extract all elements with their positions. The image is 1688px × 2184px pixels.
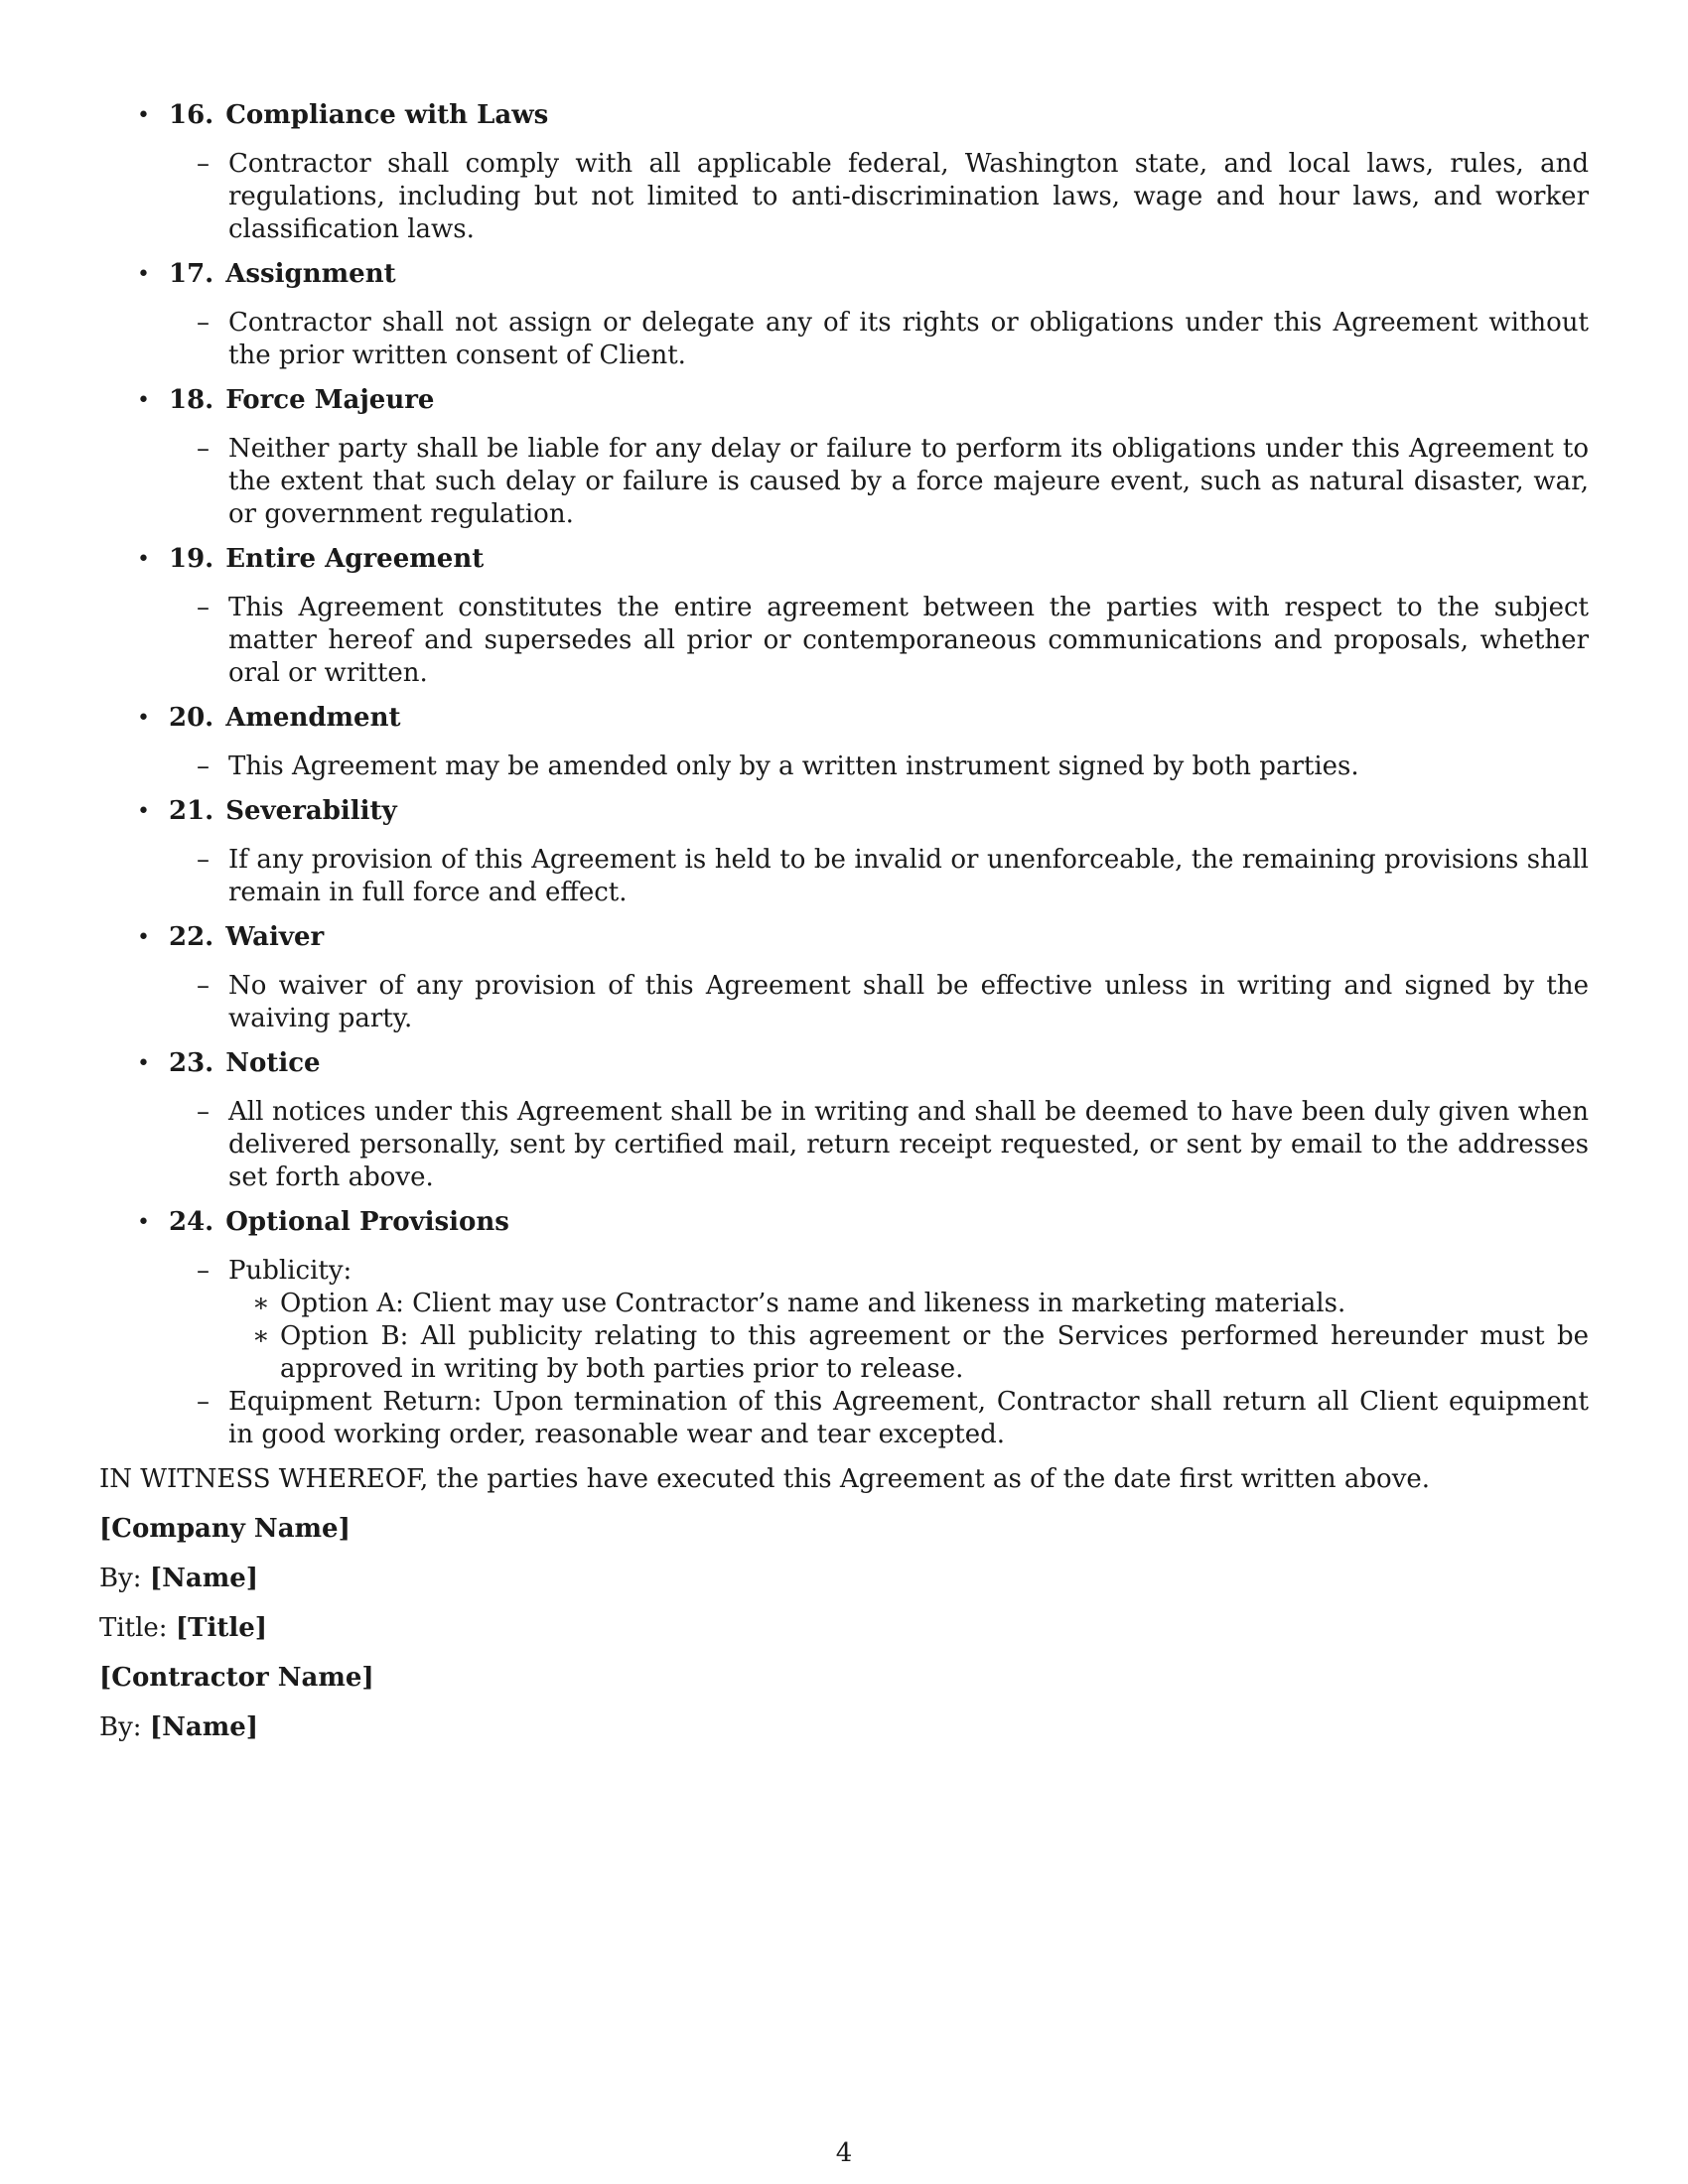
dash-icon: – <box>197 1097 210 1127</box>
bullet-icon: • <box>137 262 150 287</box>
section-items <box>169 1255 1589 1451</box>
section-24 <box>99 1206 1589 1451</box>
section-number: 22. <box>169 922 214 952</box>
section-heading <box>169 258 1589 291</box>
section-16 <box>99 99 1589 246</box>
section-title: Severability <box>225 796 397 826</box>
company-by-line <box>99 1563 1589 1595</box>
section-number: 17. <box>169 259 214 289</box>
bullet-icon: • <box>137 1210 150 1235</box>
section-title: Entire Agreement <box>225 544 485 574</box>
page-number: 4 <box>835 2138 853 2168</box>
section-title: Assignment <box>225 259 396 289</box>
clause-text: This Agreement constitutes the entire agreement between the parties with respect to the subject matter hereof and supersedes all prior or contemporaneous communications and proposals, whether oral or written. <box>228 593 1589 688</box>
contractor-signer: [Name] <box>149 1712 259 1742</box>
section-items <box>169 1096 1589 1194</box>
clause-text: If any provision of this Agreement is held to be invalid or unenforceable, the remaining provisions shall remain in full force and effect. <box>228 845 1589 907</box>
clause-text: No waiver of any provision of this Agreement shall be effective unless in writing and signed by the waiving party. <box>228 971 1589 1033</box>
clause-item <box>169 751 1589 783</box>
dash-icon: – <box>197 434 210 464</box>
publicity-label: Publicity: <box>228 1256 352 1286</box>
section-title: Waiver <box>225 922 325 952</box>
contractor-by-line <box>99 1711 1589 1744</box>
section-number: 21. <box>169 796 214 826</box>
section-title: Compliance with Laws <box>225 100 549 130</box>
section-title: Optional Provisions <box>225 1207 509 1237</box>
section-17 <box>99 258 1589 372</box>
section-22 <box>99 921 1589 1035</box>
clause-text: Neither party shall be liable for any delay or failure to perform its obligations under this Agreement to the extent that such delay or failure is caused by a force majeure event, such as natural disaster, war, or government regulation. <box>228 434 1589 529</box>
section-title: Amendment <box>225 703 401 733</box>
dash-icon: – <box>197 149 210 179</box>
dash-icon: – <box>197 1256 210 1286</box>
company-signer: [Name] <box>149 1564 259 1593</box>
bullet-icon: • <box>137 799 150 824</box>
dash-icon: – <box>197 593 210 622</box>
bullet-icon: • <box>137 388 150 413</box>
company-title: [Title] <box>175 1613 268 1643</box>
section-heading <box>169 384 1589 417</box>
dash-icon: – <box>197 1387 210 1417</box>
section-heading <box>169 543 1589 576</box>
clause-text: This Agreement may be amended only by a written instrument signed by both parties. <box>228 751 1359 781</box>
section-items <box>169 592 1589 690</box>
option-b <box>228 1320 1589 1386</box>
asterisk-icon: ∗ <box>252 1289 270 1318</box>
signature-block <box>99 1463 1589 1744</box>
equipment-return-text: Equipment Return: Upon termination of this Agreement, Contractor shall return all Client equipment in good working order, reasonable wear and tear excepted. <box>228 1387 1589 1449</box>
by-label: By: <box>99 1712 142 1742</box>
section-number: 20. <box>169 703 214 733</box>
bullet-icon: • <box>137 925 150 950</box>
section-items <box>169 307 1589 372</box>
clause-item <box>169 307 1589 372</box>
option-a <box>228 1288 1589 1320</box>
section-title: Notice <box>225 1048 321 1078</box>
section-heading <box>169 702 1589 735</box>
optional-provisions-list <box>99 1206 1589 1451</box>
bullet-icon: • <box>137 547 150 572</box>
dash-icon: – <box>197 845 210 875</box>
dash-icon: – <box>197 971 210 1001</box>
section-heading <box>169 1047 1589 1080</box>
section-items <box>169 751 1589 783</box>
section-18 <box>99 384 1589 531</box>
witness-statement: IN WITNESS WHEREOF, the parties have executed this Agreement as of the date first written above. <box>99 1464 1431 1494</box>
option-b-text: Option B: All publicity relating to this agreement or the Services performed hereunder must be approved in writing by both parties prior to release. <box>280 1321 1589 1384</box>
clause-text: Contractor shall not assign or delegate any of its rights or obligations under this Agreement without the prior written consent of Client. <box>228 308 1589 370</box>
section-21 <box>99 795 1589 909</box>
section-heading <box>169 1206 1589 1239</box>
equipment-return-item <box>169 1386 1589 1451</box>
section-items <box>169 433 1589 531</box>
dash-icon: – <box>197 751 210 781</box>
contractor-name: [Contractor Name] <box>99 1663 374 1693</box>
section-20 <box>99 702 1589 783</box>
section-number: 19. <box>169 544 214 574</box>
section-19 <box>99 543 1589 690</box>
section-items <box>169 844 1589 909</box>
clause-item <box>169 1096 1589 1194</box>
sections-list <box>99 99 1589 1194</box>
clause-item <box>169 844 1589 909</box>
section-23 <box>99 1047 1589 1194</box>
publicity-item <box>169 1255 1589 1386</box>
by-label: By: <box>99 1564 142 1593</box>
section-number: 24. <box>169 1207 214 1237</box>
section-number: 16. <box>169 100 214 130</box>
clause-item <box>169 148 1589 246</box>
clause-item <box>169 592 1589 690</box>
publicity-options <box>228 1288 1589 1386</box>
company-name-line <box>99 1513 1589 1546</box>
document-page <box>99 99 1589 1761</box>
section-number: 23. <box>169 1048 214 1078</box>
contractor-name-line <box>99 1662 1589 1695</box>
section-heading <box>169 99 1589 132</box>
bullet-icon: • <box>137 706 150 731</box>
clause-text: Contractor shall comply with all applicable federal, Washington state, and local laws, rules, and regulations, including but not limited to anti-discrimination laws, wage and hour laws, and worker classification laws. <box>228 149 1589 244</box>
clause-item <box>169 433 1589 531</box>
asterisk-icon: ∗ <box>252 1321 270 1351</box>
section-items <box>169 970 1589 1035</box>
section-number: 18. <box>169 385 214 415</box>
clause-item <box>169 970 1589 1035</box>
section-title: Force Majeure <box>225 385 435 415</box>
option-a-text: Option A: Client may use Contractor’s name and likeness in marketing materials. <box>280 1289 1346 1318</box>
bullet-icon: • <box>137 1051 150 1076</box>
company-title-line <box>99 1612 1589 1645</box>
section-heading <box>169 921 1589 954</box>
section-heading <box>169 795 1589 828</box>
bullet-icon: • <box>137 103 150 128</box>
dash-icon: – <box>197 308 210 338</box>
title-label: Title: <box>99 1613 168 1643</box>
clause-text: All notices under this Agreement shall be in writing and shall be deemed to have been duly given when delivered personally, sent by certified mail, return receipt requested, or sent by email to the addresses set forth above. <box>228 1097 1589 1192</box>
company-name: [Company Name] <box>99 1514 351 1544</box>
section-items <box>169 148 1589 246</box>
